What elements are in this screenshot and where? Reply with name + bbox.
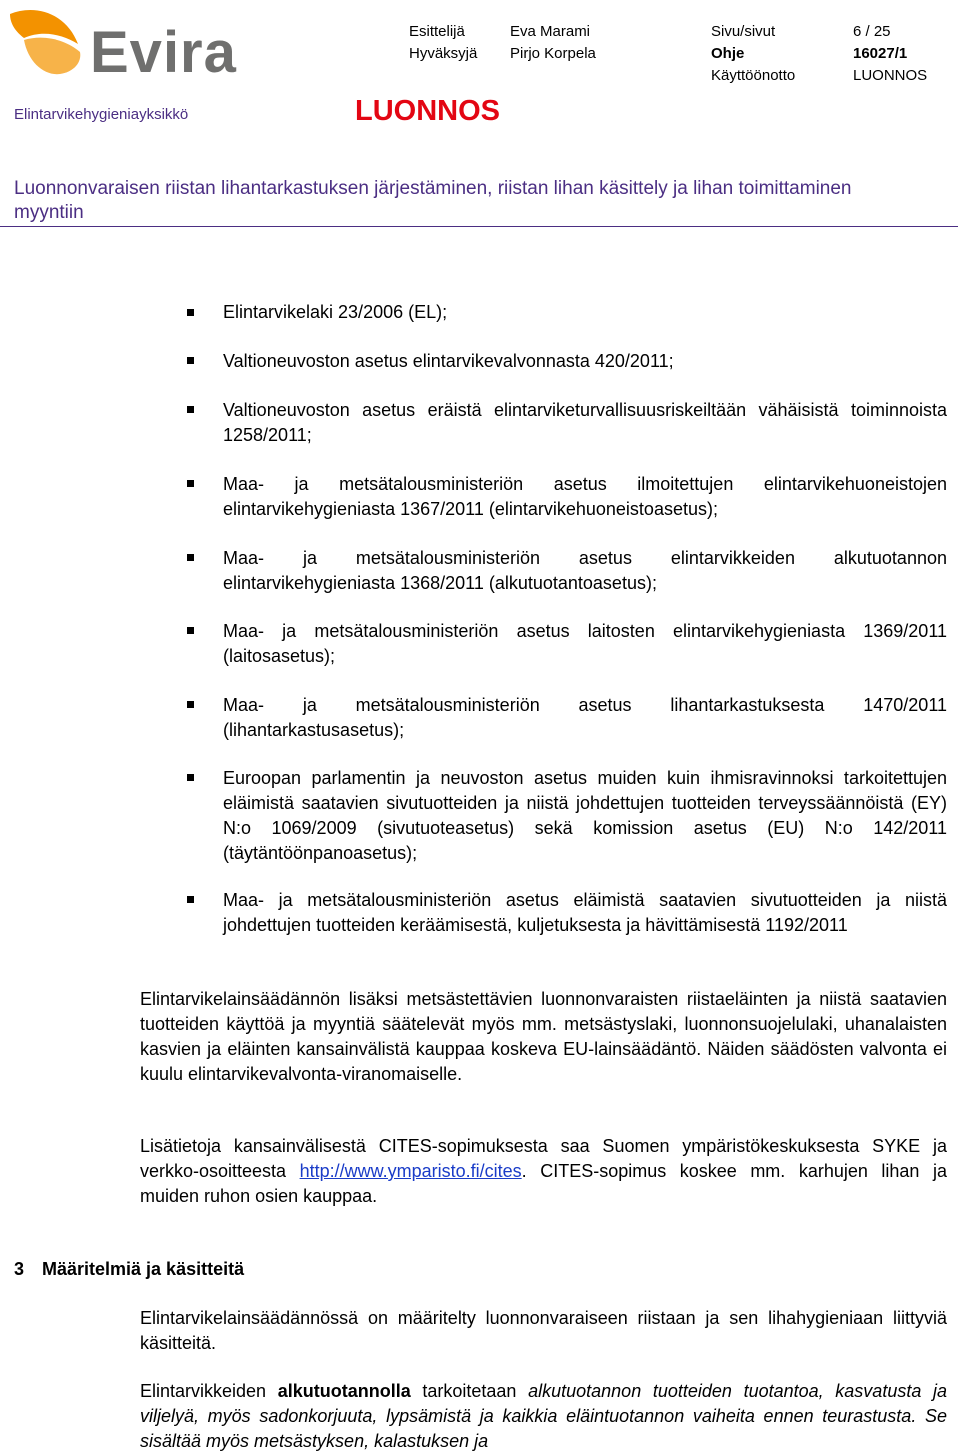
legislation-paragraph: Elintarvikelainsäädännön lisäksi metsästettävien luonnonvaraisten riistaeläinten ja niistä saatavien tuotteiden käyttöä ja myyntiä säätelevät myös mm. metsästyslaki, luonnonsuojelulaki, uhanalaisten kasvien ja eläinten kansainvälistä kauppaa koskeva EU-lainsäädäntö. Näiden säädösten valvonta ei kuulu elintarvikevalvonta-viranomaiselle. bbox=[140, 989, 947, 1084]
document-title: Luonnonvaraisen riistan lihantarkastuksen järjestäminen, riistan lihan käsittely ja lihan toimittaminen myyntiin bbox=[14, 178, 852, 223]
draft-mark: LUONNOS bbox=[355, 95, 500, 127]
bullet-marker bbox=[187, 480, 194, 487]
pp-text: Elintarvikkeiden bbox=[140, 1381, 278, 1401]
list-item: Elintarvikelaki 23/2006 (EL); bbox=[223, 302, 448, 322]
doc-number: 16027/1 bbox=[853, 45, 908, 62]
bullet-marker bbox=[187, 774, 194, 781]
bullet-marker bbox=[187, 554, 194, 561]
definitions-intro: Elintarvikelainsäädännössä on määritelty luonnonvaraiseen riistaan ja sen lihahygieniaan liittyviä käsitteitä. bbox=[140, 1308, 947, 1353]
bullet-marker bbox=[187, 627, 194, 634]
list-item: Maa- ja metsätalousministeriön asetus ilmoitettujen elintarvikehuoneistojen elintarvikehygieniasta 1367/2011 (elintarvikehuoneistoasetus); bbox=[223, 474, 947, 519]
section-title: Määritelmiä ja käsitteitä bbox=[42, 1259, 245, 1279]
bullet-marker bbox=[187, 357, 194, 364]
evira-wordmark: Evira bbox=[90, 20, 237, 85]
pp-term: alkutuotannolla bbox=[277, 1381, 411, 1401]
bullet-marker bbox=[187, 406, 194, 413]
list-item: Maa- ja metsätalousministeriön asetus laitosten elintarvikehygieniasta 1369/2011 (laitosasetus); bbox=[223, 621, 947, 666]
approver-name: Pirjo Korpela bbox=[510, 45, 596, 62]
header-divider bbox=[0, 226, 958, 227]
page-value: 6 / 25 bbox=[853, 23, 891, 40]
list-item: Euroopan parlamentin ja neuvoston asetus muiden kuin ihmisravinnoksi tarkoitettujen eläimistä saatavien sivutuotteiden ja niistä johdettujen tuotteiden terveyssäännöistä (EY) N:o 1069/2009 (sivutuoteasetus) sekä komission asetus (EU) N:o 142/2011 (täytäntöönpanoasetus); bbox=[223, 768, 947, 863]
section-number: 3 bbox=[14, 1259, 25, 1279]
cites-text-end: . CITES-sopimus koskee mm. karhujen lihan ja muiden ruhon osien kauppaa. bbox=[140, 1161, 947, 1206]
presenter-name: Eva Marami bbox=[510, 23, 591, 40]
list-item: Maa- ja metsätalousministeriön asetus lihantarkastuksesta 1470/2011 (lihantarkastusasetus); bbox=[223, 695, 947, 740]
list-item: Valtioneuvoston asetus eräistä elintarviketurvallisuusriskeiltään vähäisistä toiminnoista 1258/2011; bbox=[223, 400, 947, 445]
unit-name: Elintarvikehygieniayksikkö bbox=[14, 106, 189, 123]
primary-production-paragraph bbox=[140, 1379, 947, 1454]
pp-text-2: tarkoitetaan bbox=[410, 1381, 529, 1401]
list-item: Maa- ja metsätalousministeriön asetus eläimistä saatavien sivutuotteiden ja niistä johdettujen tuotteiden keräämisestä, kuljetuksesta ja hävittämisestä 1192/2011 bbox=[223, 890, 947, 935]
bullet-marker bbox=[187, 701, 194, 708]
cites-paragraph bbox=[140, 1134, 947, 1209]
bullet-marker bbox=[187, 309, 194, 316]
doc-type: Ohje bbox=[711, 45, 745, 62]
approver-label: Hyväksyjä bbox=[409, 45, 478, 62]
list-item: Valtioneuvoston asetus elintarvikevalvonnasta 420/2011; bbox=[223, 351, 674, 371]
page-label: Sivu/sivut bbox=[711, 23, 776, 40]
pp-definition: alkutuotannon tuotteiden tuotantoa, kasvatusta ja viljelyä, myös sadonkorjuuta, lypsämistä ja kaikkia eläintuotannon vaiheita ennen teurastusta. Se sisältää myös metsästyksen, kalastuksen ja bbox=[140, 1381, 948, 1451]
bullet-marker bbox=[187, 896, 194, 903]
status-label: Käyttöönotto bbox=[711, 67, 796, 84]
cites-link[interactable]: http://www.ymparisto.fi/cites bbox=[299, 1161, 522, 1181]
evira-logo bbox=[4, 4, 259, 84]
status-value: LUONNOS bbox=[853, 67, 928, 84]
presenter-label: Esittelijä bbox=[409, 23, 465, 40]
cites-text: Lisätietoja kansainvälisestä CITES-sopimuksesta saa Suomen ympäristökeskuksesta SYKE ja verkko-osoitteesta bbox=[140, 1136, 947, 1181]
list-item: Maa- ja metsätalousministeriön asetus elintarvikkeiden alkutuotannon elintarvikehygieniasta 1368/2011 (alkutuotantoasetus); bbox=[223, 548, 947, 593]
